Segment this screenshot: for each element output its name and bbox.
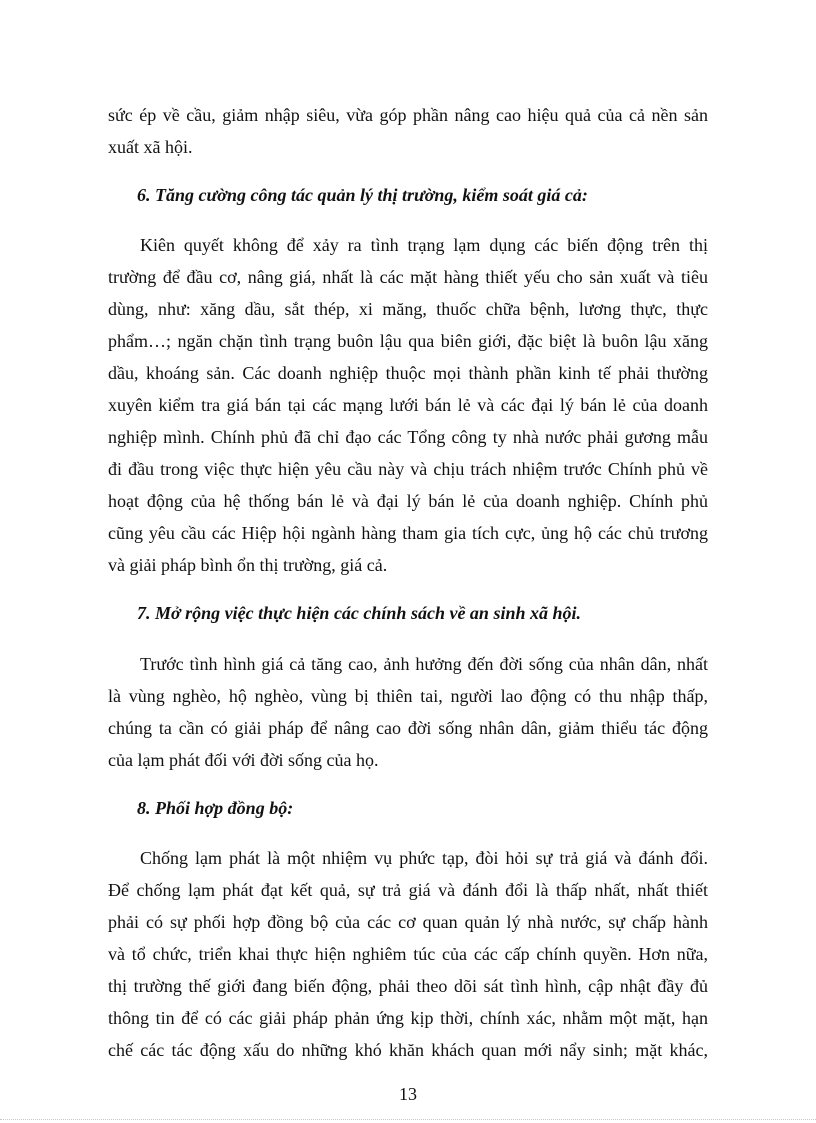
text-line: sức ép về cầu, giảm nhập siêu, vừa góp phần nâng cao hiệu quả của cả nền sản [108,105,708,125]
text-line: dầu, khoáng sản. Các doanh nghiệp thuộc mọi thành phần kinh tế phải thường [108,363,708,383]
text-line: nghiệp mình. Chính phủ đã chỉ đạo các Tổng công ty nhà nước phải gương mẫu [108,427,708,447]
text-line: Chống lạm phát là một nhiệm vụ phức tạp, đòi hỏi sự trả giá và đánh đổi. [140,848,708,868]
text-line: hoạt động của hệ thống bán lẻ và đại lý bán lẻ của doanh nghiệp. Chính phủ [108,491,708,511]
text-line: thị trường thế giới đang biến động, phải theo dõi sát tình hình, cập nhật đầy đủ [108,976,708,996]
text-line: đi đầu trong việc thực hiện yêu cầu này và chịu trách nhiệm trước Chính phủ về [108,459,708,479]
text-line: và tổ chức, triển khai thực hiện nghiêm túc của các cấp chính quyền. Hơn nữa, [108,944,708,964]
text-line: Để chống lạm phát đạt kết quả, sự trả giá và đánh đổi là thấp nhất, nhất thiết [108,880,708,900]
text-line: là vùng nghèo, hộ nghèo, vùng bị thiên tai, người lao động có thu nhập thấp, [108,686,708,706]
text-line: của lạm phát đối với đời sống của họ. [108,750,379,770]
text-line: phẩm…; ngăn chặn tình trạng buôn lậu qua biên giới, đặc biệt là buôn lậu xăng [108,331,708,351]
text-line: Trước tình hình giá cả tăng cao, ảnh hưởng đến đời sống của nhân dân, nhất [140,654,708,674]
text-line: dùng, như: xăng dầu, sắt thép, xi măng, thuốc chữa bệnh, lương thực, thực [108,299,708,319]
text-line: xuyên kiểm tra giá bán tại các mạng lưới bán lẻ và các đại lý bán lẻ của doanh [108,395,708,415]
section-heading-6: 6. Tăng cường công tác quản lý thị trường, kiểm soát giá cả: [137,185,588,205]
text-line: xuất xã hội. [108,137,193,157]
text-line: cũng yêu cầu các Hiệp hội ngành hàng tham gia tích cực, ủng hộ các chủ trương [108,523,708,543]
text-line: và giải pháp bình ổn thị trường, giá cả. [108,555,388,575]
text-line: Kiên quyết không để xảy ra tình trạng lạm dụng các biến động trên thị [140,235,708,255]
text-line: chúng ta cần có giải pháp để nâng cao đời sống nhân dân, giảm thiểu tác động [108,718,708,738]
page-bottom-border [0,1119,816,1120]
text-line: thông tin để có các giải pháp phản ứng kịp thời, chính xác, nhằm một mặt, hạn [108,1008,708,1028]
text-line: phải có sự phối hợp đồng bộ của các cơ quan quản lý nhà nước, sự chấp hành [108,912,708,932]
section-heading-8: 8. Phối hợp đồng bộ: [137,798,294,818]
section-heading-7: 7. Mở rộng việc thực hiện các chính sách về an sinh xã hội. [137,603,581,623]
text-line: chế các tác động xấu do những khó khăn khách quan mới nẩy sinh; mặt khác, [108,1040,708,1060]
text-line: trường để đầu cơ, nâng giá, nhất là các mặt hàng thiết yếu cho sản xuất và tiêu [108,267,708,287]
page-number: 13 [399,1084,417,1104]
